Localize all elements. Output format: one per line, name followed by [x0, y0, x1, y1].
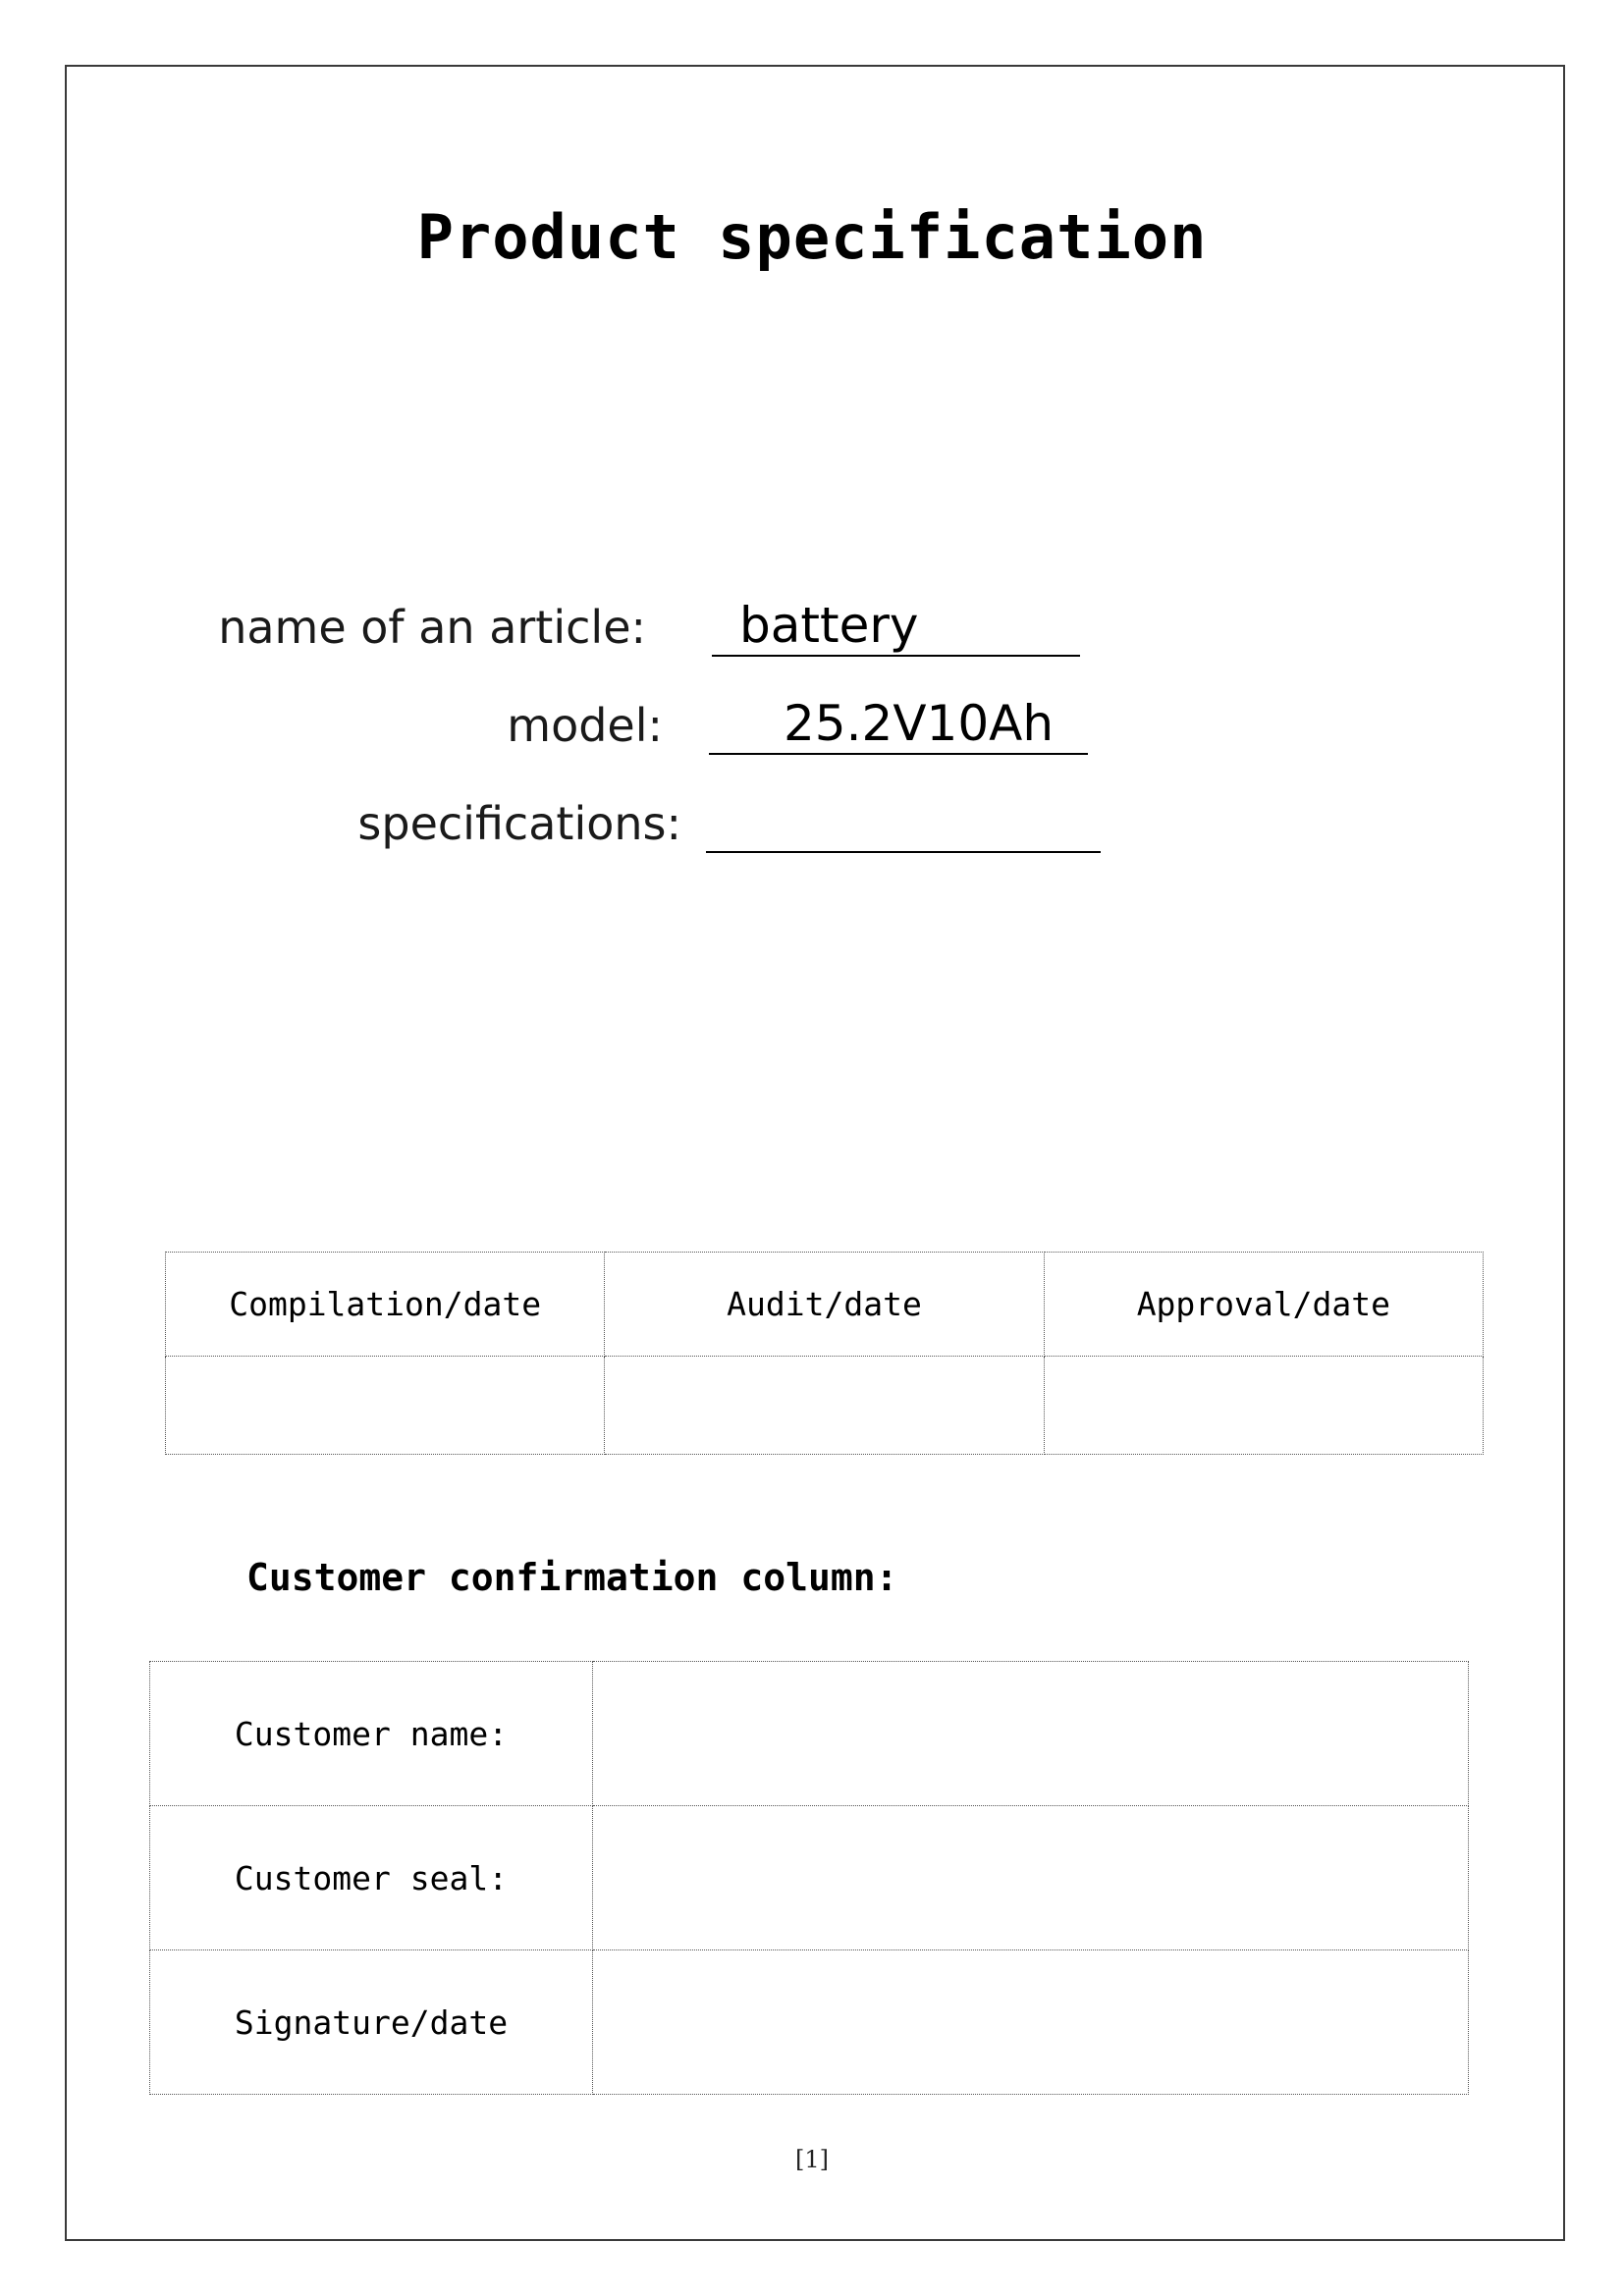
- customer-confirmation-heading: Customer confirmation column:: [246, 1556, 898, 1599]
- signature-date-cell: [593, 1950, 1469, 2095]
- audit-date-header: Audit/date: [605, 1253, 1044, 1357]
- compilation-date-cell: [166, 1357, 605, 1455]
- customer-confirmation-table: [149, 1661, 1469, 2095]
- approval-table-entry-row: [166, 1357, 1484, 1455]
- compilation-date-header: Compilation/date: [166, 1253, 605, 1357]
- approval-table-header-row: [166, 1253, 1484, 1357]
- page-title: Product specification: [416, 201, 1208, 273]
- customer-name-cell: [593, 1662, 1469, 1806]
- customer-name-label: Customer name:: [150, 1662, 593, 1806]
- customer-seal-cell: [593, 1806, 1469, 1950]
- model-label: model:: [507, 699, 663, 752]
- audit-date-cell: [605, 1357, 1044, 1455]
- customer-seal-label: Customer seal:: [150, 1806, 593, 1950]
- article-value: battery: [712, 601, 1080, 657]
- specifications-label: specifications:: [357, 797, 681, 850]
- article-label: name of an article:: [218, 601, 646, 654]
- approval-table: [165, 1252, 1484, 1455]
- approval-date-header: Approval/date: [1044, 1253, 1483, 1357]
- approval-date-cell: [1044, 1357, 1483, 1455]
- customer-seal-row: [150, 1806, 1469, 1950]
- customer-name-row: [150, 1662, 1469, 1806]
- signature-date-row: [150, 1950, 1469, 2095]
- page-number: [1]: [795, 2146, 829, 2173]
- signature-date-label: Signature/date: [150, 1950, 593, 2095]
- model-value: 25.2V10Ah: [709, 699, 1088, 755]
- specifications-value: [706, 797, 1101, 853]
